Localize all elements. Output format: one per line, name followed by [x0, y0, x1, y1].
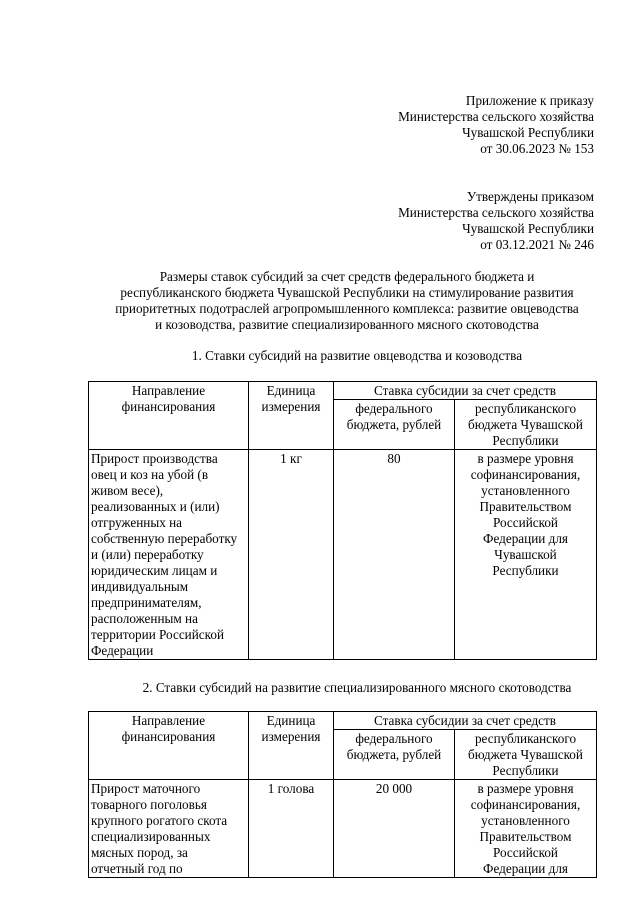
col-header-rate: Ставка субсидии за счет средств [334, 712, 597, 730]
header-line: Утверждены приказом [466, 189, 594, 204]
col-header-republic: республиканского бюджета Чувашской Республики [455, 730, 597, 780]
col-header-unit: Единица измерения [249, 382, 334, 450]
header-line: Чувашской Республики [462, 221, 594, 236]
cell-federal: 20 000 [334, 780, 455, 878]
section-2-heading: 2. Ставки субсидий на развитие специализированного мясного скотоводства [142, 680, 572, 695]
col-header-federal: федерального бюджета, рублей [334, 730, 455, 780]
title-line: Размеры ставок субсидий за счет средств федерального бюджета и [159, 269, 535, 284]
section-1-heading: 1. Ставки субсидий на развитие овцеводства и козоводства [191, 348, 523, 363]
header-line: от 30.06.2023 № 153 [480, 141, 594, 156]
col-header-rate: Ставка субсидии за счет средств [334, 382, 597, 400]
col-header-unit: Единица измерения [249, 712, 334, 780]
header-line: Министерства сельского хозяйства [398, 109, 594, 124]
header-line: от 03.12.2021 № 246 [480, 237, 594, 252]
header-line: Министерства сельского хозяйства [398, 205, 594, 220]
cell-direction: Прирост производства овец и коз на убой (в живом весе), реализованных и (или) отгруженных на собственную переработку и (или) переработку юридическим лицам и индивидуальным предпринимателям, расположенным на территории Российской Федерации [89, 450, 249, 660]
cell-republic: в размере уровня софинансирования, установленного Правительством Российской Федерации для Чувашской Республики [455, 450, 597, 660]
cell-unit: 1 кг [249, 450, 334, 660]
table-row [89, 780, 597, 878]
cell-republic: в размере уровня софинансирования, установленного Правительством Российской Федерации для [455, 780, 597, 878]
col-header-federal: федерального бюджета, рублей [334, 400, 455, 450]
title-line: приоритетных подотраслей агропромышленного комплекса: развитие овцеводства [115, 301, 579, 316]
cell-federal: 80 [334, 450, 455, 660]
col-header-direction: Направление финансирования [89, 712, 249, 780]
rates-table-beef-cattle [88, 711, 597, 878]
header-line: Чувашской Республики [462, 125, 594, 140]
title-line: и козоводства, развитие специализированного мясного скотоводства [155, 317, 539, 332]
title-line: республиканского бюджета Чувашской Республики на стимулирование развития [120, 285, 574, 300]
col-header-republic: республиканского бюджета Чувашской Республики [455, 400, 597, 450]
table-header-row [89, 712, 597, 730]
col-header-direction: Направление финансирования [89, 382, 249, 450]
cell-direction: Прирост маточного товарного поголовья крупного рогатого скота специализированных мясных пород, за отчетный год по [89, 780, 249, 878]
cell-unit: 1 голова [249, 780, 334, 878]
header-line: Приложение к приказу [465, 93, 594, 108]
